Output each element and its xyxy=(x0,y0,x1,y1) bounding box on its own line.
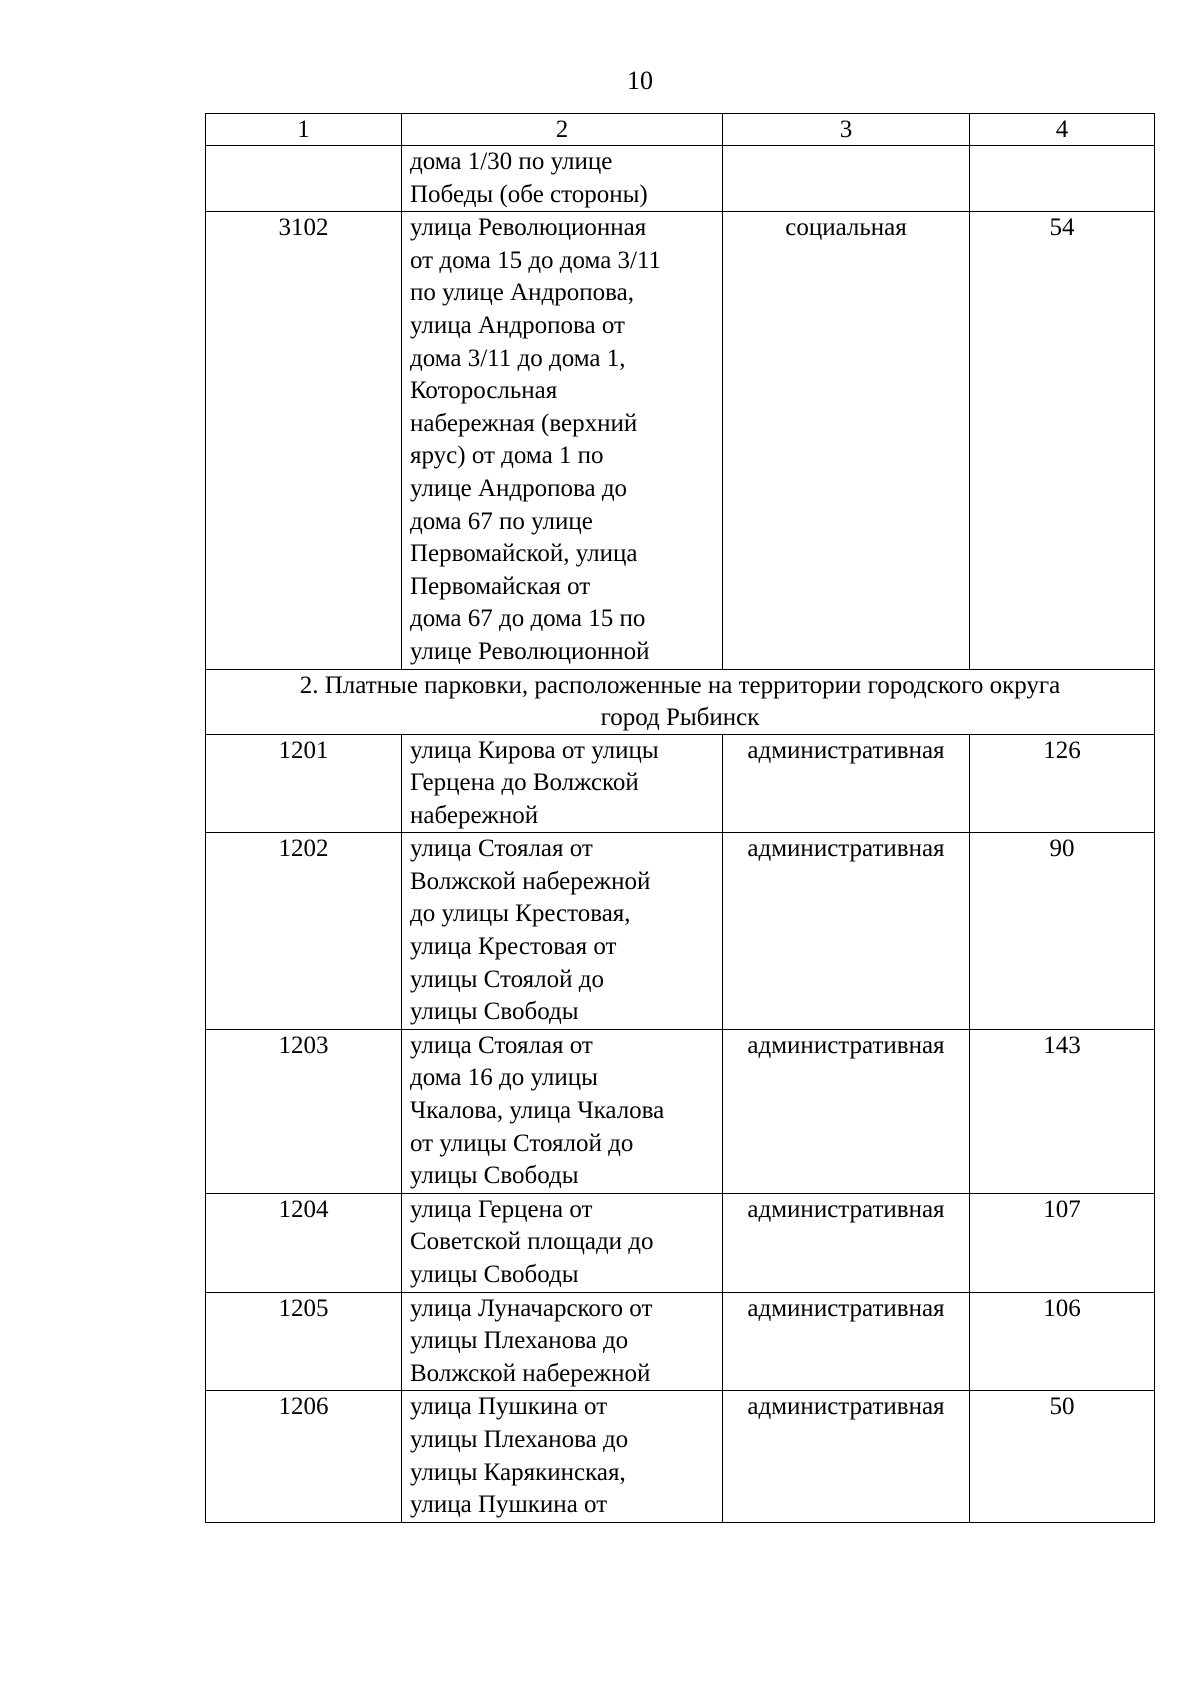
description-line: дома 16 до улицы xyxy=(410,1064,598,1092)
description-line: улица Пушкина от xyxy=(410,1491,608,1519)
cell-spaces-count: 90 xyxy=(970,833,1155,1030)
cell-description xyxy=(402,146,723,212)
section-row xyxy=(206,669,1155,734)
description-line: Волжской набережной xyxy=(410,1359,651,1387)
header-col-1: 1 xyxy=(206,114,402,146)
cell-zone-type: социальная xyxy=(723,212,970,669)
description-line: дома 67 по улице xyxy=(410,507,593,535)
description-line: по улице Андропова, xyxy=(410,279,634,307)
table-header-row xyxy=(206,114,1155,146)
description-line: улица Луначарского от xyxy=(410,1294,653,1322)
cell-number: 1203 xyxy=(206,1029,402,1193)
cell-zone-type: административная xyxy=(723,1029,970,1193)
description-line: улица Герцена от xyxy=(410,1195,593,1223)
description-line: улицы Карякинская, xyxy=(410,1458,626,1486)
cell-zone-type: административная xyxy=(723,734,970,833)
cell-description xyxy=(402,212,723,669)
cell-spaces-count: 126 xyxy=(970,734,1155,833)
description-line: Победы (обе стороны) xyxy=(410,180,648,208)
description-line: от улицы Стоялой до xyxy=(410,1129,634,1157)
description-line: улица Крестовая от xyxy=(410,933,617,961)
cell-number: 1204 xyxy=(206,1193,402,1292)
table-row xyxy=(206,833,1155,1030)
table-row xyxy=(206,146,1155,212)
parking-table xyxy=(205,113,1155,1523)
description-line: улицы Плеханова до xyxy=(410,1327,629,1355)
page-number: 10 xyxy=(627,66,653,95)
description-line: улица Стоялая от xyxy=(410,835,593,863)
description-line: улицы Плеханова до xyxy=(410,1425,629,1453)
header-col-3: 3 xyxy=(723,114,970,146)
description-line: Первомайская от xyxy=(410,572,591,600)
cell-spaces-count: 107 xyxy=(970,1193,1155,1292)
description-line: дома 3/11 до дома 1, xyxy=(410,344,626,372)
table-row xyxy=(206,1193,1155,1292)
description-line: Которосльная xyxy=(410,377,558,405)
cell-number: 3102 xyxy=(206,212,402,669)
cell-zone-type: административная xyxy=(723,1391,970,1522)
description-line: улица Кирова от улицы xyxy=(410,736,659,764)
description-line: улица Стоялая от xyxy=(410,1031,593,1059)
cell-description xyxy=(402,1391,723,1522)
table-row xyxy=(206,734,1155,833)
description-line: улица Пушкина от xyxy=(410,1393,608,1421)
section-heading-line: 2. Платные парковки, расположенные на территории городского округа xyxy=(299,671,1061,699)
description-line: Волжской набережной xyxy=(410,867,651,895)
description-line: улицы Стоялой до xyxy=(410,965,604,993)
cell-description xyxy=(402,833,723,1030)
cell-zone-type xyxy=(723,146,970,212)
cell-description xyxy=(402,734,723,833)
table-row xyxy=(206,1029,1155,1193)
description-line: набережной xyxy=(410,801,539,829)
description-line: набережная (верхний xyxy=(410,409,638,437)
description-line: дома 67 до дома 15 по xyxy=(410,605,646,633)
description-line: от дома 15 до дома 3/11 xyxy=(410,246,662,274)
cell-zone-type: административная xyxy=(723,1193,970,1292)
cell-spaces-count: 106 xyxy=(970,1292,1155,1391)
description-line: Советской площади до xyxy=(410,1228,654,1256)
description-line: Герцена до Волжской xyxy=(410,769,639,797)
table-row xyxy=(206,1391,1155,1522)
description-line: улицы Свободы xyxy=(410,998,579,1026)
header-col-2: 2 xyxy=(402,114,723,146)
description-line: Первомайской, улица xyxy=(410,540,638,568)
cell-spaces-count: 50 xyxy=(970,1391,1155,1522)
description-line: улицы Свободы xyxy=(410,1261,579,1288)
cell-spaces-count: 54 xyxy=(970,212,1155,669)
description-line: улицы Свободы xyxy=(410,1162,579,1190)
description-line: улица Андропова от xyxy=(410,311,625,339)
description-line: улице Революционной xyxy=(410,637,650,665)
section-heading xyxy=(206,669,1155,734)
cell-number: 1201 xyxy=(206,734,402,833)
cell-description xyxy=(402,1029,723,1193)
section-heading-line: город Рыбинск xyxy=(600,703,760,731)
header-col-4: 4 xyxy=(970,114,1155,146)
cell-number: 1205 xyxy=(206,1292,402,1391)
description-line: улица Революционная xyxy=(410,214,647,242)
cell-spaces-count xyxy=(970,146,1155,212)
description-line: Чкалова, улица Чкалова xyxy=(410,1097,665,1125)
description-line: ярус) от дома 1 по xyxy=(410,442,604,470)
description-line: до улицы Крестовая, xyxy=(410,900,631,928)
cell-zone-type: административная xyxy=(723,1292,970,1391)
table-body xyxy=(206,114,1155,1523)
cell-number xyxy=(206,146,402,212)
table-row xyxy=(206,212,1155,669)
cell-zone-type: административная xyxy=(723,833,970,1030)
cell-number: 1202 xyxy=(206,833,402,1030)
description-line: дома 1/30 по улице xyxy=(410,148,613,175)
cell-description xyxy=(402,1193,723,1292)
cell-spaces-count: 143 xyxy=(970,1029,1155,1193)
table-row xyxy=(206,1292,1155,1391)
description-line: улице Андропова до xyxy=(410,474,628,502)
cell-number: 1206 xyxy=(206,1391,402,1522)
cell-description xyxy=(402,1292,723,1391)
